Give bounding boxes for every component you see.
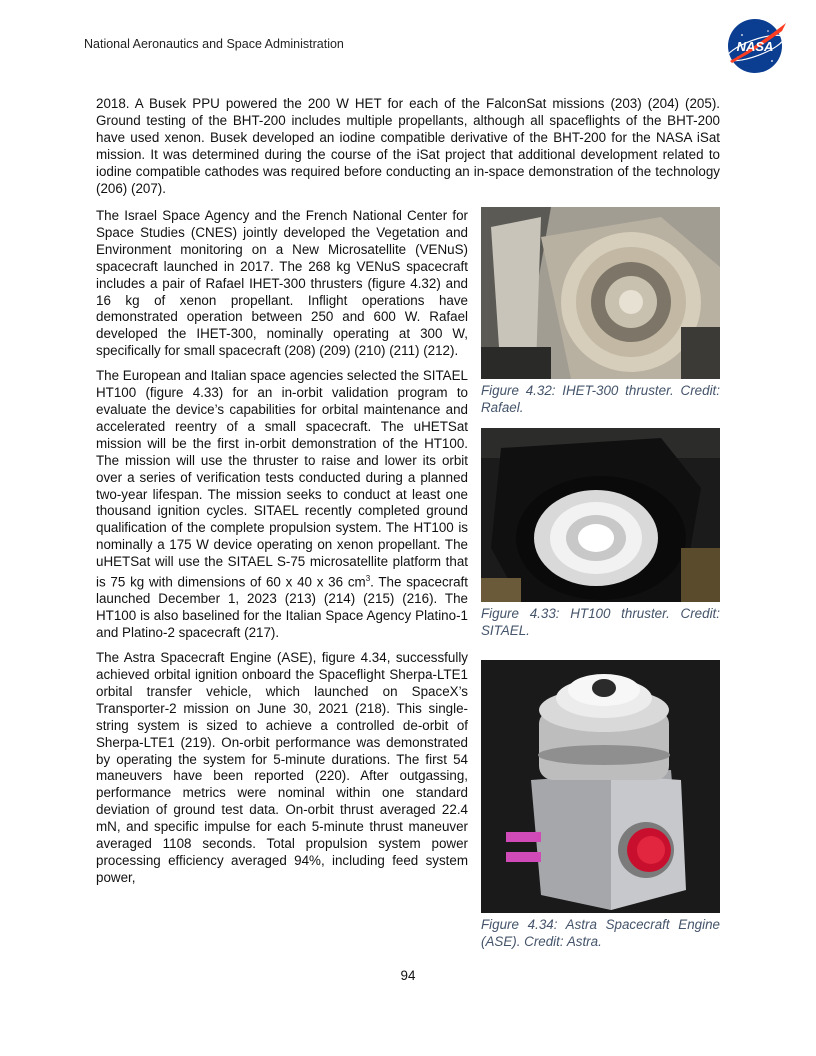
- astra-spacecraft-engine-image: [481, 660, 720, 913]
- figure-4-32-caption: Figure 4.32: IHET-300 thruster. Credit: Rafael.: [481, 383, 720, 415]
- figure-4-34: [481, 660, 720, 951]
- nasa-logo: [720, 17, 790, 75]
- astra-paragraph: The Astra Spacecraft Engine (ASE), figure 4.34, successfully achieved orbital ignition onboard the Spaceflight Sherpa-LTE1 orbital transfer vehicle, which launched on SpaceX’s Transporter-2 mission on June 30, 2021 (218). This single-string system is sized to achieve a controlled de-orbit of Sherpa-LTE1 (219). On-orbit performance was demonstrated by operating the system for 5-minute durations. The first 54 maneuvers have been reported (220). After outgassing, performance metrics were nominal within one standard deviation of ground test data. On-orbit thrust averaged 22.4 mN, and specific impulse for each 5-minute thrust maneuver averaged 1108 seconds. Total propulsion system power processing efficiency averaged 94%, including feed system power,: [96, 650, 468, 885]
- sitael-text-a: The European and Italian space agencies selected the SITAEL HT100 (figure 4.33) for an in-orbit validation program to evaluate the device’s capabilities for orbital maintenance and accelerated reentry of a small spacecraft. The uHETSat mission will be the first in-orbit demonstration of the HT100. The mission will use the thruster to raise and lower its orbit over a series of verification tests conducted during a planned two-year lifespan. The mission seeks to conduct at least one thousand ignition cycles. SITAEL recently completed ground qualification of the complete propulsion system. The HT100 is nominally a 175 W device operating on xenon propellant. The uHETSat will use the SITAEL S-75 microsatellite platform that is 75 kg with dimensions of 60 x 40 x 36 cm: [96, 368, 468, 590]
- ihet-300-thruster-image: [481, 207, 720, 379]
- left-text-column: [96, 208, 468, 895]
- document-header: National Aeronautics and Space Administration: [84, 37, 344, 51]
- nasa-logo-text: NASA: [736, 39, 774, 54]
- sitael-text-b: . The spacecraft launched December 1, 2023 (213) (214) (215) (216). The HT100 is also baselined for the Italian Space Agency Platino-1 and Platino-2 spacecraft (217).: [96, 574, 468, 641]
- ht100-thruster-image: [481, 428, 720, 602]
- cubed-superscript: 3: [365, 574, 371, 584]
- venus-paragraph: The Israel Space Agency and the French National Center for Space Studies (CNES) jointly developed the Vegetation and Environment monitoring on a New Microsatellite (VENuS) spacecraft launched in 2017. The 268 kg VENuS spacecraft includes a pair of Rafael IHET-300 thrusters (figure 4.32) and 16 kg of xenon propellant. Inflight operations have demonstrated operation between 250 and 600 W. Rafael developed the IHET-300, nominally operating at 300 W, specifically for small spacecraft (208) (209) (210) (211) (212).: [96, 208, 468, 359]
- figure-4-33: [481, 428, 720, 640]
- figure-4-32: [481, 207, 720, 417]
- page-number: 94: [400, 968, 416, 983]
- intro-paragraph: 2018. A Busek PPU powered the 200 W HET for each of the FalconSat missions (203) (204) (205). Ground testing of the BHT-200 includes multiple propellants, although all spaceflights of the BHT-200 have used xenon. Busek developed an iodine compatible derivative of the BHT-200 for the NASA iSat mission. It was determined during the course of the iSat project that additional development related to iodine compatible cathodes was required before conducting an in-space demonstration of the technology (206) (207).: [96, 96, 720, 196]
- figure-4-33-caption: Figure 4.33: HT100 thruster. Credit: SITAEL.: [481, 606, 720, 638]
- figure-4-34-caption: Figure 4.34: Astra Spacecraft Engine (ASE). Credit: Astra.: [481, 917, 720, 949]
- sitael-paragraph: [96, 368, 468, 642]
